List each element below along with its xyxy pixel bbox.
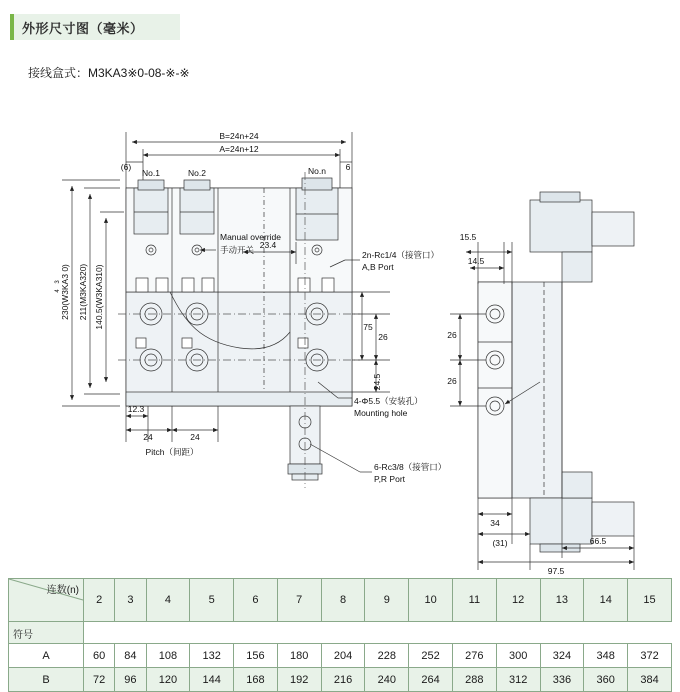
corner-top-label: 连数(n) (46, 585, 79, 596)
cell: 72 (84, 668, 115, 692)
cell: 132 (190, 644, 234, 668)
label-mount-cn: 4-Φ5.5（安装孔） (354, 396, 423, 406)
cell: 324 (540, 644, 584, 668)
row-label: B (9, 668, 84, 692)
label-dim-23-4: 23.4 (259, 240, 277, 250)
table-header-row (9, 579, 672, 622)
label-dim-140-5: 140.5(W3KA310) (94, 264, 104, 330)
label-dim-26-r1: 26 (447, 330, 457, 340)
cell: 252 (409, 644, 453, 668)
corner-bottom-label: 符号 (13, 630, 33, 641)
label-dim-31: (31) (492, 538, 508, 548)
table-corner-cell (9, 579, 84, 622)
label-port-pr-en: P,R Port (374, 474, 406, 484)
cell: 264 (409, 668, 453, 692)
label-no1: No.1 (142, 168, 160, 178)
cell: 312 (496, 668, 540, 692)
label-dim-24-5: 24.5 (372, 373, 382, 391)
label-port-ab-cn: 2n-Rc1/4（接管口） (362, 250, 439, 260)
label-dim-75: 75 (363, 322, 373, 332)
col-head: 10 (409, 579, 453, 622)
cell: 348 (584, 644, 628, 668)
col-head: 8 (321, 579, 365, 622)
cell: 96 (115, 668, 146, 692)
col-head: 11 (452, 579, 496, 622)
col-head: 2 (84, 579, 115, 622)
cell: 84 (115, 644, 146, 668)
cell: 204 (321, 644, 365, 668)
col-head: 12 (496, 579, 540, 622)
col-head: 3 (115, 579, 146, 622)
cell: 192 (277, 668, 321, 692)
label-no2: No.2 (188, 168, 206, 178)
cell: 384 (628, 668, 672, 692)
cell: 372 (628, 644, 672, 668)
label-dim-26: 26 (378, 332, 388, 342)
cell: 228 (365, 644, 409, 668)
dimension-table-wrapper (8, 578, 672, 692)
cell: 180 (277, 644, 321, 668)
cell: 300 (496, 644, 540, 668)
label-six-right: 6 (345, 162, 351, 172)
col-head: 15 (628, 579, 672, 622)
page-title: 外形尺寸图（毫米） (22, 20, 144, 36)
table-row (9, 668, 672, 692)
table-row (9, 644, 672, 668)
label-port-ab-en: A,B Port (362, 262, 394, 272)
label-non: No.n (308, 166, 326, 176)
label-dim-230-sup2: 4 (55, 289, 61, 293)
label-dim-34: 34 (490, 518, 500, 528)
label-dim-14-5: 14.5 (467, 256, 485, 266)
drawing-svg (0, 92, 680, 576)
cell: 156 (234, 644, 278, 668)
label-a-dim: A=24n+12 (219, 144, 259, 154)
label-paren6-left: (6) (120, 162, 132, 172)
label-b-dim: B=24n+24 (219, 131, 259, 141)
label-mount-en: Mounting hole (354, 408, 408, 418)
cell: 144 (190, 668, 234, 692)
label-manual-override-cn: 手动开关 (220, 245, 255, 255)
cell: 108 (146, 644, 190, 668)
label-pitch: Pitch（间距） (145, 447, 199, 457)
label-dim-24-right: 24 (190, 432, 200, 442)
label-dim-26-r2: 26 (447, 376, 457, 386)
col-head: 13 (540, 579, 584, 622)
cell: 240 (365, 668, 409, 692)
cell: 288 (452, 668, 496, 692)
cell: 120 (146, 668, 190, 692)
row-label: A (9, 644, 84, 668)
label-port-pr-cn: 6-Rc3/8（接管口） (374, 462, 447, 472)
col-head: 9 (365, 579, 409, 622)
label-dim-230: 230(W3KA3 0) (60, 264, 70, 320)
label-dim-66-5: 66.5 (589, 536, 607, 546)
dimension-drawing (0, 92, 680, 576)
label-dim-15-5: 15.5 (459, 232, 477, 242)
cell: 60 (84, 644, 115, 668)
label-dim-211: 211(M3KA320) (78, 263, 88, 321)
label-dim-24-left: 24 (143, 432, 153, 442)
cell: 360 (584, 668, 628, 692)
label-dim-12-3: 12.3 (127, 404, 145, 414)
section-header (10, 14, 180, 40)
dimension-table (8, 578, 672, 692)
cell: 336 (540, 668, 584, 692)
table-corner-cell-bottom (9, 622, 84, 644)
cell: 216 (321, 668, 365, 692)
col-head: 4 (146, 579, 190, 622)
col-head: 5 (190, 579, 234, 622)
col-head: 6 (234, 579, 278, 622)
cell: 276 (452, 644, 496, 668)
label-manual-override-en: Manual override (220, 232, 281, 242)
col-head: 14 (584, 579, 628, 622)
model-code-subtitle: 接线盒式：M3KA3※0-08-※-※ (28, 66, 190, 80)
label-dim-230-sup: 3 (55, 280, 61, 284)
cell: 168 (234, 668, 278, 692)
label-dim-97-5: 97.5 (547, 566, 565, 576)
col-head: 7 (277, 579, 321, 622)
table-subheader-row (9, 622, 672, 644)
